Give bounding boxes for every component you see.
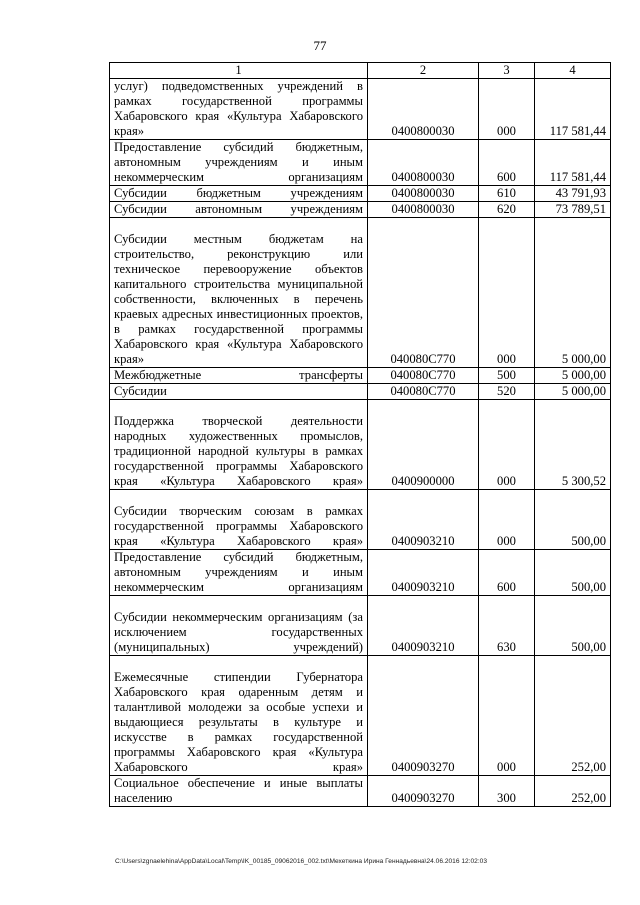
table-row	[110, 368, 611, 384]
table-row	[110, 550, 611, 596]
row-expense-type: 000	[479, 656, 535, 776]
row-target-code: 0400903270	[368, 776, 479, 807]
table-row	[110, 490, 611, 550]
table-row	[110, 384, 611, 400]
row-description: Поддержка творческой деятельности народных художественных промыслов, традиционной народной культуры в рамках государственной программы Хабаровского края «Культура Хабаровского края»	[110, 400, 368, 490]
row-target-code: 0400903210	[368, 490, 479, 550]
row-description: Субсидии бюджетным учреждениям	[110, 186, 368, 202]
row-expense-type: 520	[479, 384, 535, 400]
row-target-code: 040080С770	[368, 368, 479, 384]
table-row	[110, 202, 611, 218]
row-target-code: 040080С770	[368, 384, 479, 400]
row-description: Субсидии некоммерческим организациям (за исключением государственных (муниципальных) учреждений)	[110, 596, 368, 656]
table-row	[110, 140, 611, 186]
row-expense-type: 000	[479, 400, 535, 490]
header-col-4: 4	[535, 63, 611, 79]
row-expense-type: 000	[479, 218, 535, 368]
row-description: Субсидии творческим союзам в рамках государственной программы Хабаровского края «Культура Хабаровского края»	[110, 490, 368, 550]
row-amount: 117 581,44	[535, 79, 611, 140]
row-amount: 73 789,51	[535, 202, 611, 218]
budget-table	[109, 62, 611, 807]
row-description: Субсидии	[110, 384, 368, 400]
row-target-code: 0400800030	[368, 140, 479, 186]
row-expense-type: 630	[479, 596, 535, 656]
row-target-code: 0400800030	[368, 202, 479, 218]
row-expense-type: 610	[479, 186, 535, 202]
row-amount: 500,00	[535, 550, 611, 596]
row-amount: 5 300,52	[535, 400, 611, 490]
row-target-code: 040080С770	[368, 218, 479, 368]
row-expense-type: 600	[479, 140, 535, 186]
header-col-1: 1	[110, 63, 368, 79]
row-expense-type: 000	[479, 490, 535, 550]
table-header-row	[110, 63, 611, 79]
header-col-2: 2	[368, 63, 479, 79]
header-col-3: 3	[479, 63, 535, 79]
budget-table-body	[110, 63, 611, 807]
table-row	[110, 218, 611, 368]
row-target-code: 0400800030	[368, 79, 479, 140]
row-amount: 5 000,00	[535, 368, 611, 384]
row-description: Межбюджетные трансферты	[110, 368, 368, 384]
row-amount: 117 581,44	[535, 140, 611, 186]
file-path-footer: C:\Users\zgnaelehina\AppData\Local\Temp\IK_00185_09062016_002.txt\Мехеткина Ирина Геннадьевна\24.06.2016 12:02:03	[115, 858, 488, 865]
table-row	[110, 186, 611, 202]
row-amount: 500,00	[535, 490, 611, 550]
row-target-code: 0400900000	[368, 400, 479, 490]
row-amount: 500,00	[535, 596, 611, 656]
row-target-code: 0400903270	[368, 656, 479, 776]
table-row	[110, 79, 611, 140]
row-amount: 252,00	[535, 656, 611, 776]
row-description: услуг) подведомственных учреждений в рамках государственной программы Хабаровского края «Культура Хабаровского края»	[110, 79, 368, 140]
row-description: Предоставление субсидий бюджетным, автономным учреждениям и иным некоммерческим организациям	[110, 550, 368, 596]
row-description: Субсидии местным бюджетам на строительство, реконструкцию или техническое перевооружение объектов капитального строительства муниципальной собственности, включенных в перечень краевых адресных инвестиционных проектов, в рамках государственной программы Хабаровского края «Культура Хабаровского края»	[110, 218, 368, 368]
table-row	[110, 776, 611, 807]
row-description: Предоставление субсидий бюджетным, автономным учреждениям и иным некоммерческим организациям	[110, 140, 368, 186]
row-amount: 43 791,93	[535, 186, 611, 202]
row-expense-type: 600	[479, 550, 535, 596]
row-description: Субсидии автономным учреждениям	[110, 202, 368, 218]
row-target-code: 0400903210	[368, 596, 479, 656]
table-row	[110, 596, 611, 656]
row-amount: 252,00	[535, 776, 611, 807]
row-expense-type: 620	[479, 202, 535, 218]
row-description: Социальное обеспечение и иные выплаты населению	[110, 776, 368, 807]
row-amount: 5 000,00	[535, 384, 611, 400]
row-expense-type: 500	[479, 368, 535, 384]
row-description: Ежемесячные стипендии Губернатора Хабаровского края одаренным детям и талантливой молодежи за особые успехи и выдающиеся результаты в культуре и искусстве в рамках государственной программы Хабаровского края «Культура Хабаровского края»	[110, 656, 368, 776]
table-row	[110, 656, 611, 776]
row-target-code: 0400903210	[368, 550, 479, 596]
row-amount: 5 000,00	[535, 218, 611, 368]
row-expense-type: 000	[479, 79, 535, 140]
row-target-code: 0400800030	[368, 186, 479, 202]
page-number: 77	[313, 38, 327, 53]
table-row	[110, 400, 611, 490]
row-expense-type: 300	[479, 776, 535, 807]
